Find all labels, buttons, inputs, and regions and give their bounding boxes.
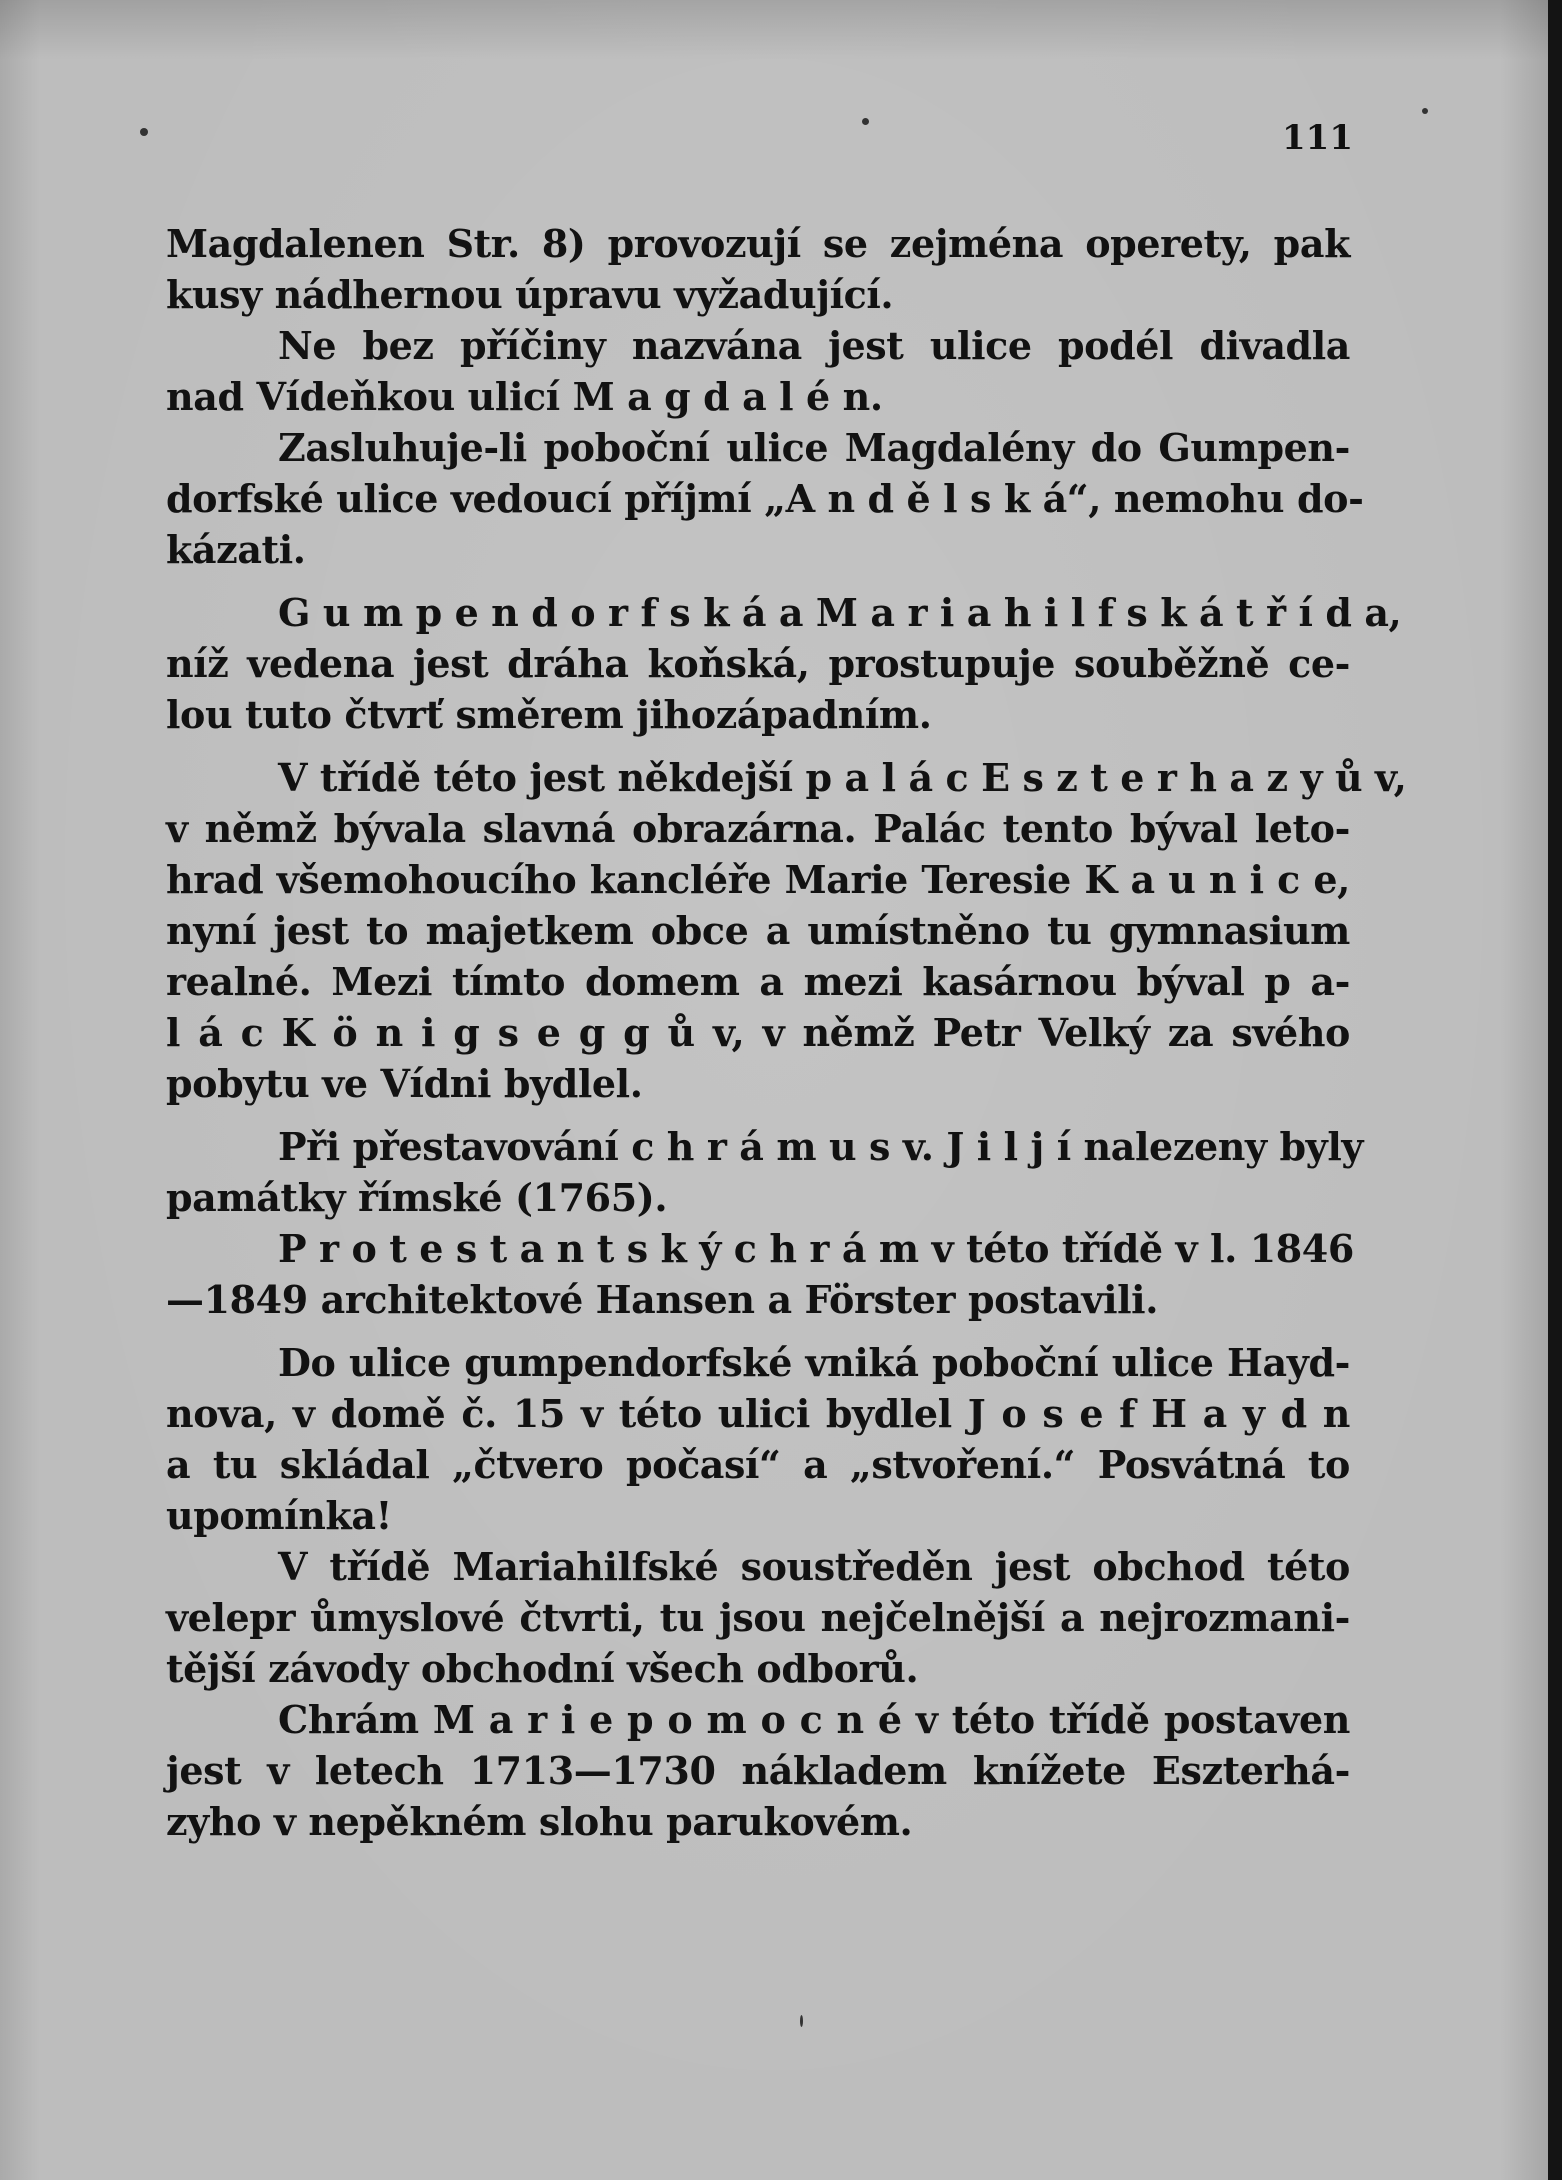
text-line: Při přestavování c h r á m u s v. J i l j í nalezeny byly xyxy=(278,1124,1364,1169)
text-line: velepr ůmyslové čtvrti, tu jsou nejčelnější a nejrozmani- xyxy=(166,1595,1350,1640)
text-line: Do ulice gumpendorfské vniká poboční ulice Hayd- xyxy=(278,1340,1350,1385)
text-line: V třídě Mariahilfské soustředěn jest obchod této xyxy=(278,1544,1350,1589)
scan-edge xyxy=(1548,0,1562,2180)
text-line: dorfské ulice vedoucí příjmí „A n d ě l s k á“, nemohu do- xyxy=(166,476,1364,521)
text-line: Magdalenen Str. 8) provozují se zejména operety, pak xyxy=(166,221,1350,266)
text-line: památky římské (1765). xyxy=(166,1175,668,1220)
page-number: 111 xyxy=(1282,118,1353,158)
text-line: tější závody obchodní všech odborů. xyxy=(166,1646,919,1691)
text-line: upomínka! xyxy=(166,1493,392,1538)
text-line: nyní jest to majetkem obce a umístněno tu gymnasium xyxy=(166,908,1350,953)
print-speck xyxy=(800,2015,803,2027)
page-body-text xyxy=(166,218,1407,1847)
print-speck xyxy=(140,128,148,136)
print-speck xyxy=(862,118,869,125)
text-line: V třídě této jest někdejší p a l á c E s z t e r h a z y ů v, xyxy=(278,755,1407,800)
text-line: jest v letech 1713—1730 nákladem knížete Eszterhá- xyxy=(166,1748,1350,1793)
text-line: kázati. xyxy=(166,527,306,572)
text-line: v němž bývala slavná obrazárna. Palác tento býval leto- xyxy=(166,806,1350,851)
text-line: níž vedena jest dráha koňská, prostupuje souběžně ce- xyxy=(166,641,1350,686)
text-line: Chrám M a r i e p o m o c n é v této třídě postaven xyxy=(278,1697,1350,1742)
text-line: G u m p e n d o r f s k á a M a r i a h i l f s k á t ř í d a, xyxy=(278,590,1402,635)
text-line: nad Vídeňkou ulicí M a g d a l é n. xyxy=(166,374,883,419)
text-line: —1849 architektové Hansen a Förster postavili. xyxy=(166,1277,1159,1322)
text-line: realné. Mezi tímto domem a mezi kasárnou býval p a- xyxy=(166,959,1350,1004)
text-line: lou tuto čtvrť směrem jihozápadním. xyxy=(166,692,932,737)
text-line: P r o t e s t a n t s k ý c h r á m v této třídě v l. 1846 xyxy=(278,1226,1354,1271)
text-line: a tu skládal „čtvero počasí“ a „stvoření.“ Posvátná to xyxy=(166,1442,1350,1487)
text-line: zyho v nepěkném slohu parukovém. xyxy=(166,1799,913,1844)
text-line: l á c K ö n i g s e g g ů v, v němž Petr Velký za svého xyxy=(166,1010,1350,1055)
print-speck xyxy=(1422,108,1428,114)
text-line: kusy nádhernou úpravu vyžadující. xyxy=(166,272,894,317)
text-line: nova, v domě č. 15 v této ulici bydlel J o s e f H a y d n xyxy=(166,1391,1350,1436)
text-line: hrad všemohoucího kancléře Marie Teresie K a u n i c e, xyxy=(166,857,1350,902)
text-line: pobytu ve Vídni bydlel. xyxy=(166,1061,643,1106)
text-line: Zasluhuje-li poboční ulice Magdalény do Gumpen- xyxy=(278,425,1350,470)
text-line: Ne bez příčiny nazvána jest ulice podél divadla xyxy=(278,323,1350,368)
